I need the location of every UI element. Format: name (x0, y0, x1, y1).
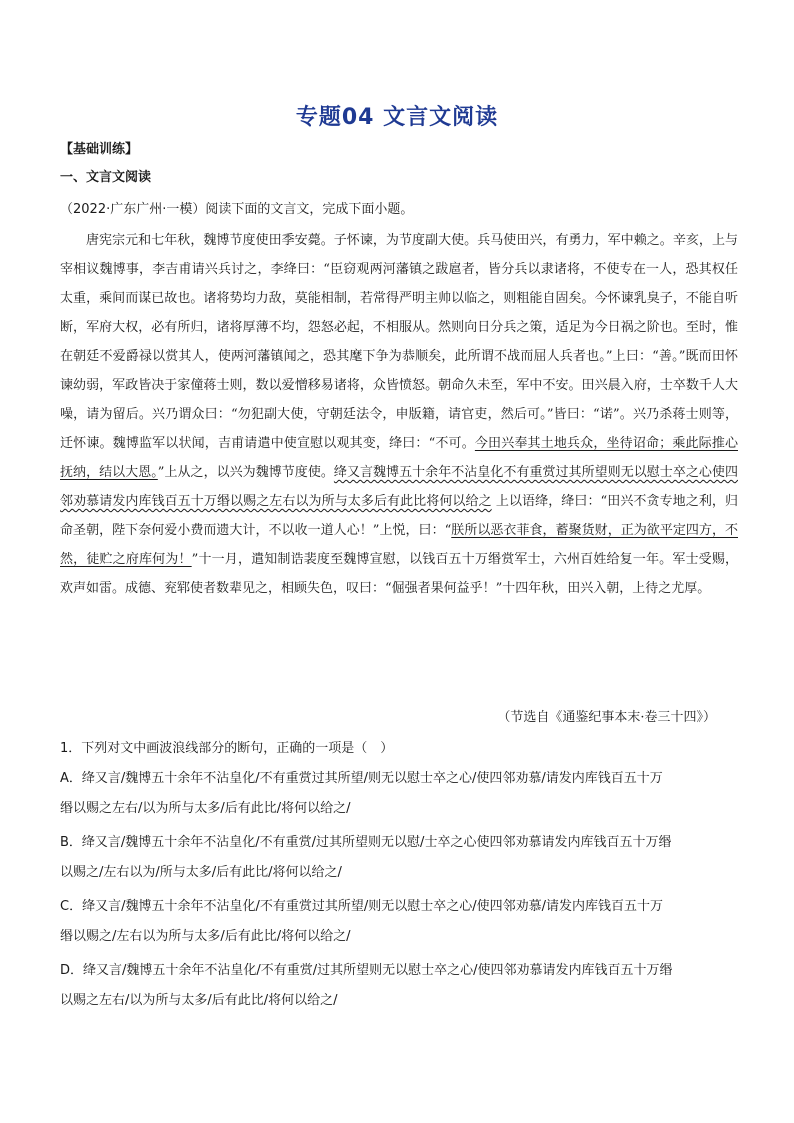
option-b-line-2: 以赐之/左右以为/所与太多/后有此比/将何以给之/ (60, 865, 342, 880)
option-c-line-1: C．绛又言/魏博五十余年不沾皇化/不有重赏过其所望/则无以慰士卒之心/使四邻劝慕/请发内库钱百五十万 (60, 899, 663, 914)
passage-source: （节选自《通鉴纪事本末·卷三十四》） (497, 710, 716, 725)
passage-part-2: ”上从之，以兴为魏博节度使。 (157, 465, 334, 480)
passage-part-3: 上以语绛，绛曰：“田兴不贪专地之利，归命圣朝，陛下奈何爱小费而遗大计，不以收一道人心！”上悦，曰：“ (60, 494, 738, 538)
option-d-line-2: 以赐之左右/以为所与太多/后有此比/将何以给之/ (60, 993, 338, 1008)
passage-part-4: ”十一月，遣知制诰裴度至魏博宣慰，以钱百五十万缗赏军士，六州百姓给复一年。军士受赐，欢声如雷。成德、兖郓使者数辈见之，相顾失色，叹曰：“倔强者果何益乎！”十四年秋，田兴入朝，上待之尤厚。 (60, 552, 738, 596)
option-d-line-1: D．绛又言/魏博五十余年不沾皇化/不有重赏/过其所望则无以慰士卒之心/使四邻劝慕请发内库钱百五十万缗 (60, 963, 673, 978)
option-c-line-2: 缗以赐之/左右以为所与太多/后有此比/将何以给之/ (60, 929, 351, 944)
page-title: 专题04 文言文阅读 (295, 105, 499, 130)
option-a[interactable] (60, 764, 740, 824)
option-d[interactable] (60, 956, 740, 1016)
passage-part-1: 唐宪宗元和七年秋，魏博节度使田季安薨。子怀谏，为节度副大使。兵马使田兴，有勇力，军中赖之。辛亥，上与宰相议魏博事，李吉甫请兴兵讨之，李绛曰：“臣窃观两河藩镇之跋扈者，皆分兵以隶诸将，不使专在一人，恐其权任太重，乘间而谋已故也。诸将势均力敌，莫能相制，若常得严明主帅以临之，则粗能自固矣。今怀谏乳臭子，不能自听断，军府大权，必有所归，诸将厚薄不均，怨怒必起，不相服从。然则向日分兵之策，适足为今日祸之阶也。至时，惟在朝廷不爱爵禄以赏其人，使两河藩镇闻之，恐其麾下争为恭顺矣，此所谓不战而屈人兵者也。”上曰：“善。”既而田怀谏幼弱，军政皆决于家僮蒋士则，数以爱憎移易诸将，众皆愤怒。朝命久未至，军中不安。田兴晨入府，士卒数千人大噪，请为留后。兴乃谓众曰：“勿犯副大使，守朝廷法令，申版籍，请官吏，然后可。”皆曰：“诺”。兴乃杀蒋士则等，迁怀谏。魏博监军以状闻，吉甫请遣中使宣慰以观其变，绛曰：“不可。 (60, 233, 738, 451)
option-b[interactable] (60, 828, 740, 888)
section-basic-label: 【基础训练】 (60, 142, 139, 157)
section-heading: 一、文言文阅读 (60, 170, 152, 185)
classical-passage (60, 226, 738, 603)
underlined-sentence-2: 朕所以恶衣菲食，蓄聚货财，正为欲平定四方，不然，徒贮之府库何为！ (60, 523, 738, 567)
option-a-line-2: 缗以赐之左右/以为所与太多/后有此比/将何以给之/ (60, 801, 351, 816)
question-stem: 1．下列对文中画波浪线部分的断句，正确的一项是（ ） (60, 741, 394, 756)
option-b-line-1: B．绛又言/魏博五十余年不沾皇化/不有重赏/过其所望则无以慰/士卒之心使四邻劝慕请发内库钱百五十万缗 (60, 835, 672, 850)
option-a-line-1: A．绛又言/魏博五十余年不沾皇化/不有重赏过其所望/则无以慰士卒之心/使四邻劝慕/请发内库钱百五十万 (60, 771, 663, 786)
underlined-sentence-1: 今田兴奉其土地兵众，坐待诏命；乘此际推心抚纳，结以大恩。 (60, 436, 738, 480)
wavy-underlined-sentence: 绛又言魏博五十余年不沾皇化不有重赏过其所望则无以慰士卒之心使四邻劝慕请发内库钱百五十万缗以赐之左右以为所与太多后有此比将何以给之 (60, 465, 738, 509)
option-c[interactable] (60, 892, 740, 952)
intro-line: （2022·广东广州·一模）阅读下面的文言文，完成下面小题。 (60, 202, 414, 217)
